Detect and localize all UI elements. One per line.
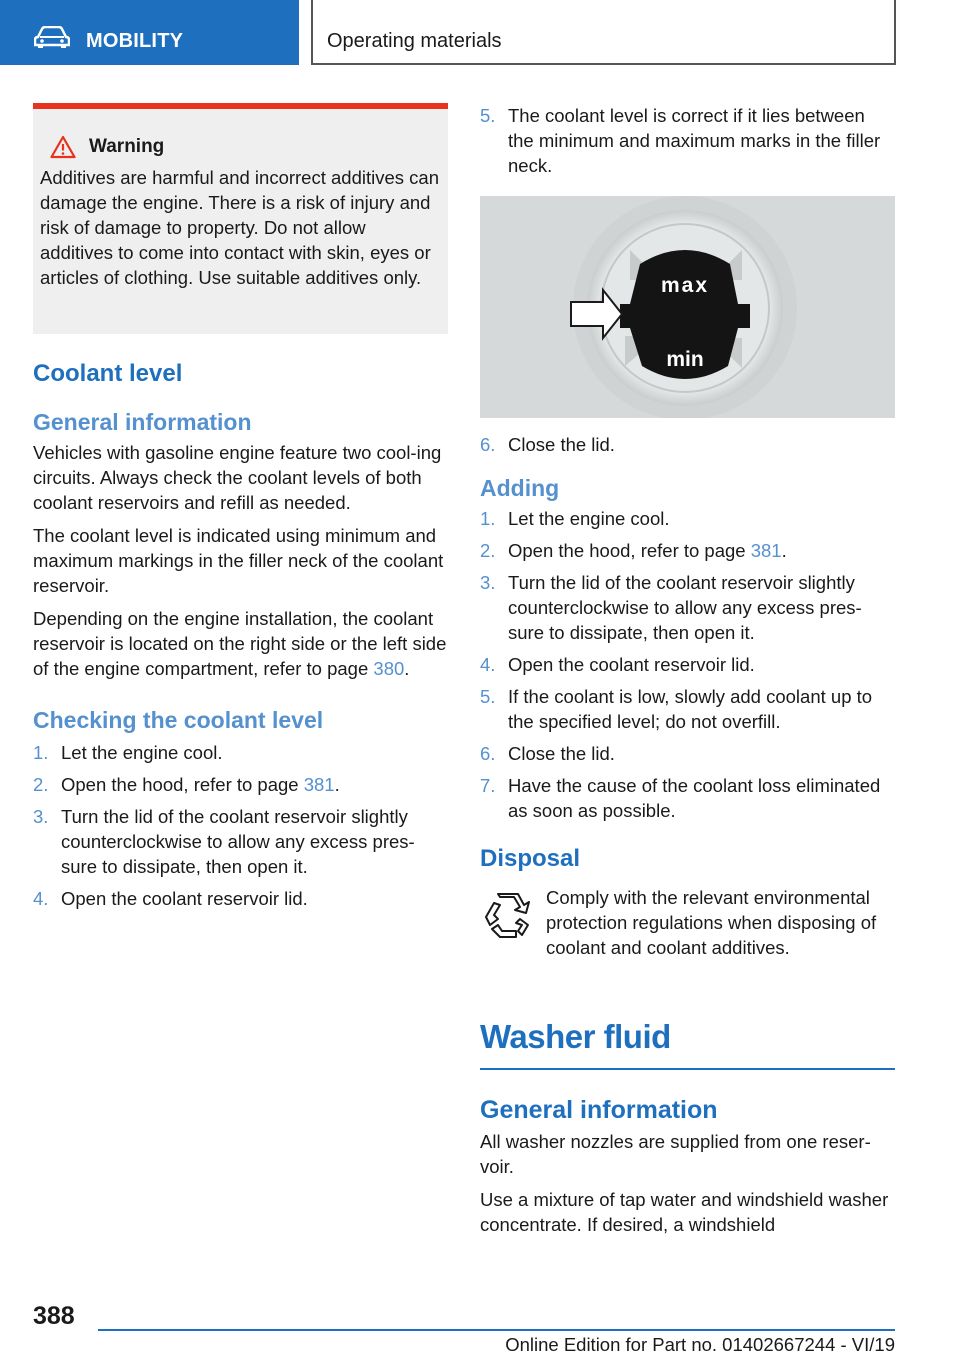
step-number: 5. bbox=[480, 686, 496, 707]
page-number: 388 bbox=[33, 1302, 75, 1330]
warning-text: Additives are harmful and incorrect additives can damage the engine. There is a risk of injury and risk of damage to property. Do not allow additives to come into contact with skin, eyes or articles of clothing. Use suitable additives only. bbox=[40, 167, 439, 288]
step-number: 6. bbox=[480, 743, 496, 764]
warning-title: Warning bbox=[89, 136, 165, 157]
step-number: 3. bbox=[33, 806, 49, 827]
chapter-title: Operating materials bbox=[327, 30, 502, 52]
step-text-part: Open the hood, refer to page bbox=[508, 540, 746, 561]
filler-neck-illustration bbox=[480, 196, 895, 418]
list-item bbox=[33, 804, 448, 879]
step-number: 1. bbox=[33, 742, 49, 763]
list-item bbox=[480, 570, 895, 645]
list-item bbox=[480, 103, 895, 178]
step-number: 4. bbox=[480, 654, 496, 675]
step-text-part: Open the hood, refer to page bbox=[61, 774, 299, 795]
step-text: If the coolant is low, slowly add coolant up to the specified level; do not overfill. bbox=[508, 686, 873, 732]
car-icon bbox=[34, 26, 70, 48]
chapter-header bbox=[311, 0, 896, 65]
step-number: 2. bbox=[33, 774, 49, 795]
step-number: 2. bbox=[480, 540, 496, 561]
coolant-general-heading: General information bbox=[33, 409, 252, 435]
warning-header bbox=[50, 135, 440, 159]
disposal-notice bbox=[480, 885, 895, 960]
checking-steps-final bbox=[480, 432, 895, 457]
list-item bbox=[480, 538, 895, 563]
warning-box bbox=[33, 103, 448, 334]
list-item bbox=[480, 773, 895, 823]
step-number: 5. bbox=[480, 105, 496, 126]
section-tab[interactable] bbox=[0, 0, 299, 65]
coolant-para-1: Vehicles with gasoline engine feature two cool-ing circuits. Always check the coolant levels of both coolant reservoirs and refill as needed. bbox=[33, 442, 442, 513]
list-item bbox=[480, 652, 895, 677]
coolant-para-3-text: Depending on the engine installation, the coolant reservoir is located on the right side or the left side of the engine compartment, refer to page bbox=[33, 608, 447, 679]
warning-triangle-icon bbox=[50, 135, 76, 159]
step-text: Close the lid. bbox=[508, 743, 615, 764]
coolant-para-2: The coolant level is indicated using minimum and maximum markings in the filler neck of the coolant reservoir. bbox=[33, 525, 444, 596]
washer-para-1: All washer nozzles are supplied from one reser-voir. bbox=[480, 1131, 871, 1177]
list-item bbox=[33, 772, 448, 797]
checking-steps bbox=[33, 740, 448, 911]
step-text-end: . bbox=[334, 774, 340, 795]
step-text: Have the cause of the coolant loss eliminated as soon as possible. bbox=[508, 775, 881, 821]
step-text: Open the coolant reservoir lid. bbox=[508, 654, 755, 675]
washer-fluid-heading: Washer fluid bbox=[480, 1018, 671, 1055]
max-mark-label: max bbox=[660, 274, 710, 297]
checking-heading: Checking the coolant level bbox=[33, 707, 324, 733]
footer-divider bbox=[98, 1329, 895, 1331]
list-item bbox=[33, 740, 448, 765]
step-text: The coolant level is correct if it lies between the minimum and maximum marks in the filler neck. bbox=[508, 105, 881, 176]
heading-divider bbox=[480, 1068, 895, 1070]
list-item bbox=[33, 886, 448, 911]
step-text: Turn the lid of the coolant reservoir slightly counterclockwise to allow any excess pres-sure to dissipate, then open it. bbox=[508, 572, 862, 643]
step-number: 6. bbox=[480, 434, 496, 455]
step-text bbox=[61, 772, 448, 797]
min-mark-label: min bbox=[666, 348, 704, 371]
adding-steps bbox=[480, 506, 895, 823]
left-column bbox=[33, 103, 448, 918]
step-text bbox=[508, 538, 895, 563]
section-label: MOBILITY bbox=[86, 30, 184, 52]
edition-info: Online Edition for Part no. 01402667244 - VI/19 bbox=[505, 1334, 895, 1355]
page-link-380[interactable]: 380 bbox=[373, 658, 405, 679]
page-link-381[interactable]: 381 bbox=[303, 774, 335, 795]
disposal-heading: Disposal bbox=[480, 845, 581, 872]
step-number: 3. bbox=[480, 572, 496, 593]
checking-steps-continued bbox=[480, 103, 895, 178]
disposal-text: Comply with the relevant environmental protection regulations when disposing of coolant and coolant additives. bbox=[546, 887, 877, 958]
step-text: Close the lid. bbox=[508, 434, 615, 455]
coolant-para-3-end: . bbox=[404, 658, 410, 679]
step-text: Open the coolant reservoir lid. bbox=[61, 888, 308, 909]
coolant-para-3 bbox=[33, 606, 448, 681]
washer-general-heading: General information bbox=[480, 1096, 718, 1124]
list-item bbox=[480, 506, 895, 531]
step-number: 7. bbox=[480, 775, 496, 796]
step-text: Let the engine cool. bbox=[61, 742, 223, 763]
right-column bbox=[480, 103, 895, 1245]
step-text-end: . bbox=[781, 540, 787, 561]
step-text: Let the engine cool. bbox=[508, 508, 670, 529]
list-item bbox=[480, 432, 895, 457]
step-number: 4. bbox=[33, 888, 49, 909]
list-item bbox=[480, 684, 895, 734]
step-number: 1. bbox=[480, 508, 496, 529]
coolant-heading: Coolant level bbox=[33, 360, 183, 387]
coolant-filler-neck-figure bbox=[480, 196, 895, 418]
list-item bbox=[480, 741, 895, 766]
recycling-icon bbox=[480, 889, 534, 943]
step-text: Turn the lid of the coolant reservoir slightly counterclockwise to allow any excess pres-sure to dissipate, then open it. bbox=[61, 806, 415, 877]
washer-para-2: Use a mixture of tap water and windshield washer concentrate. If desired, a windshield bbox=[480, 1189, 889, 1235]
page-link-381[interactable]: 381 bbox=[750, 540, 782, 561]
adding-heading: Adding bbox=[480, 475, 560, 501]
